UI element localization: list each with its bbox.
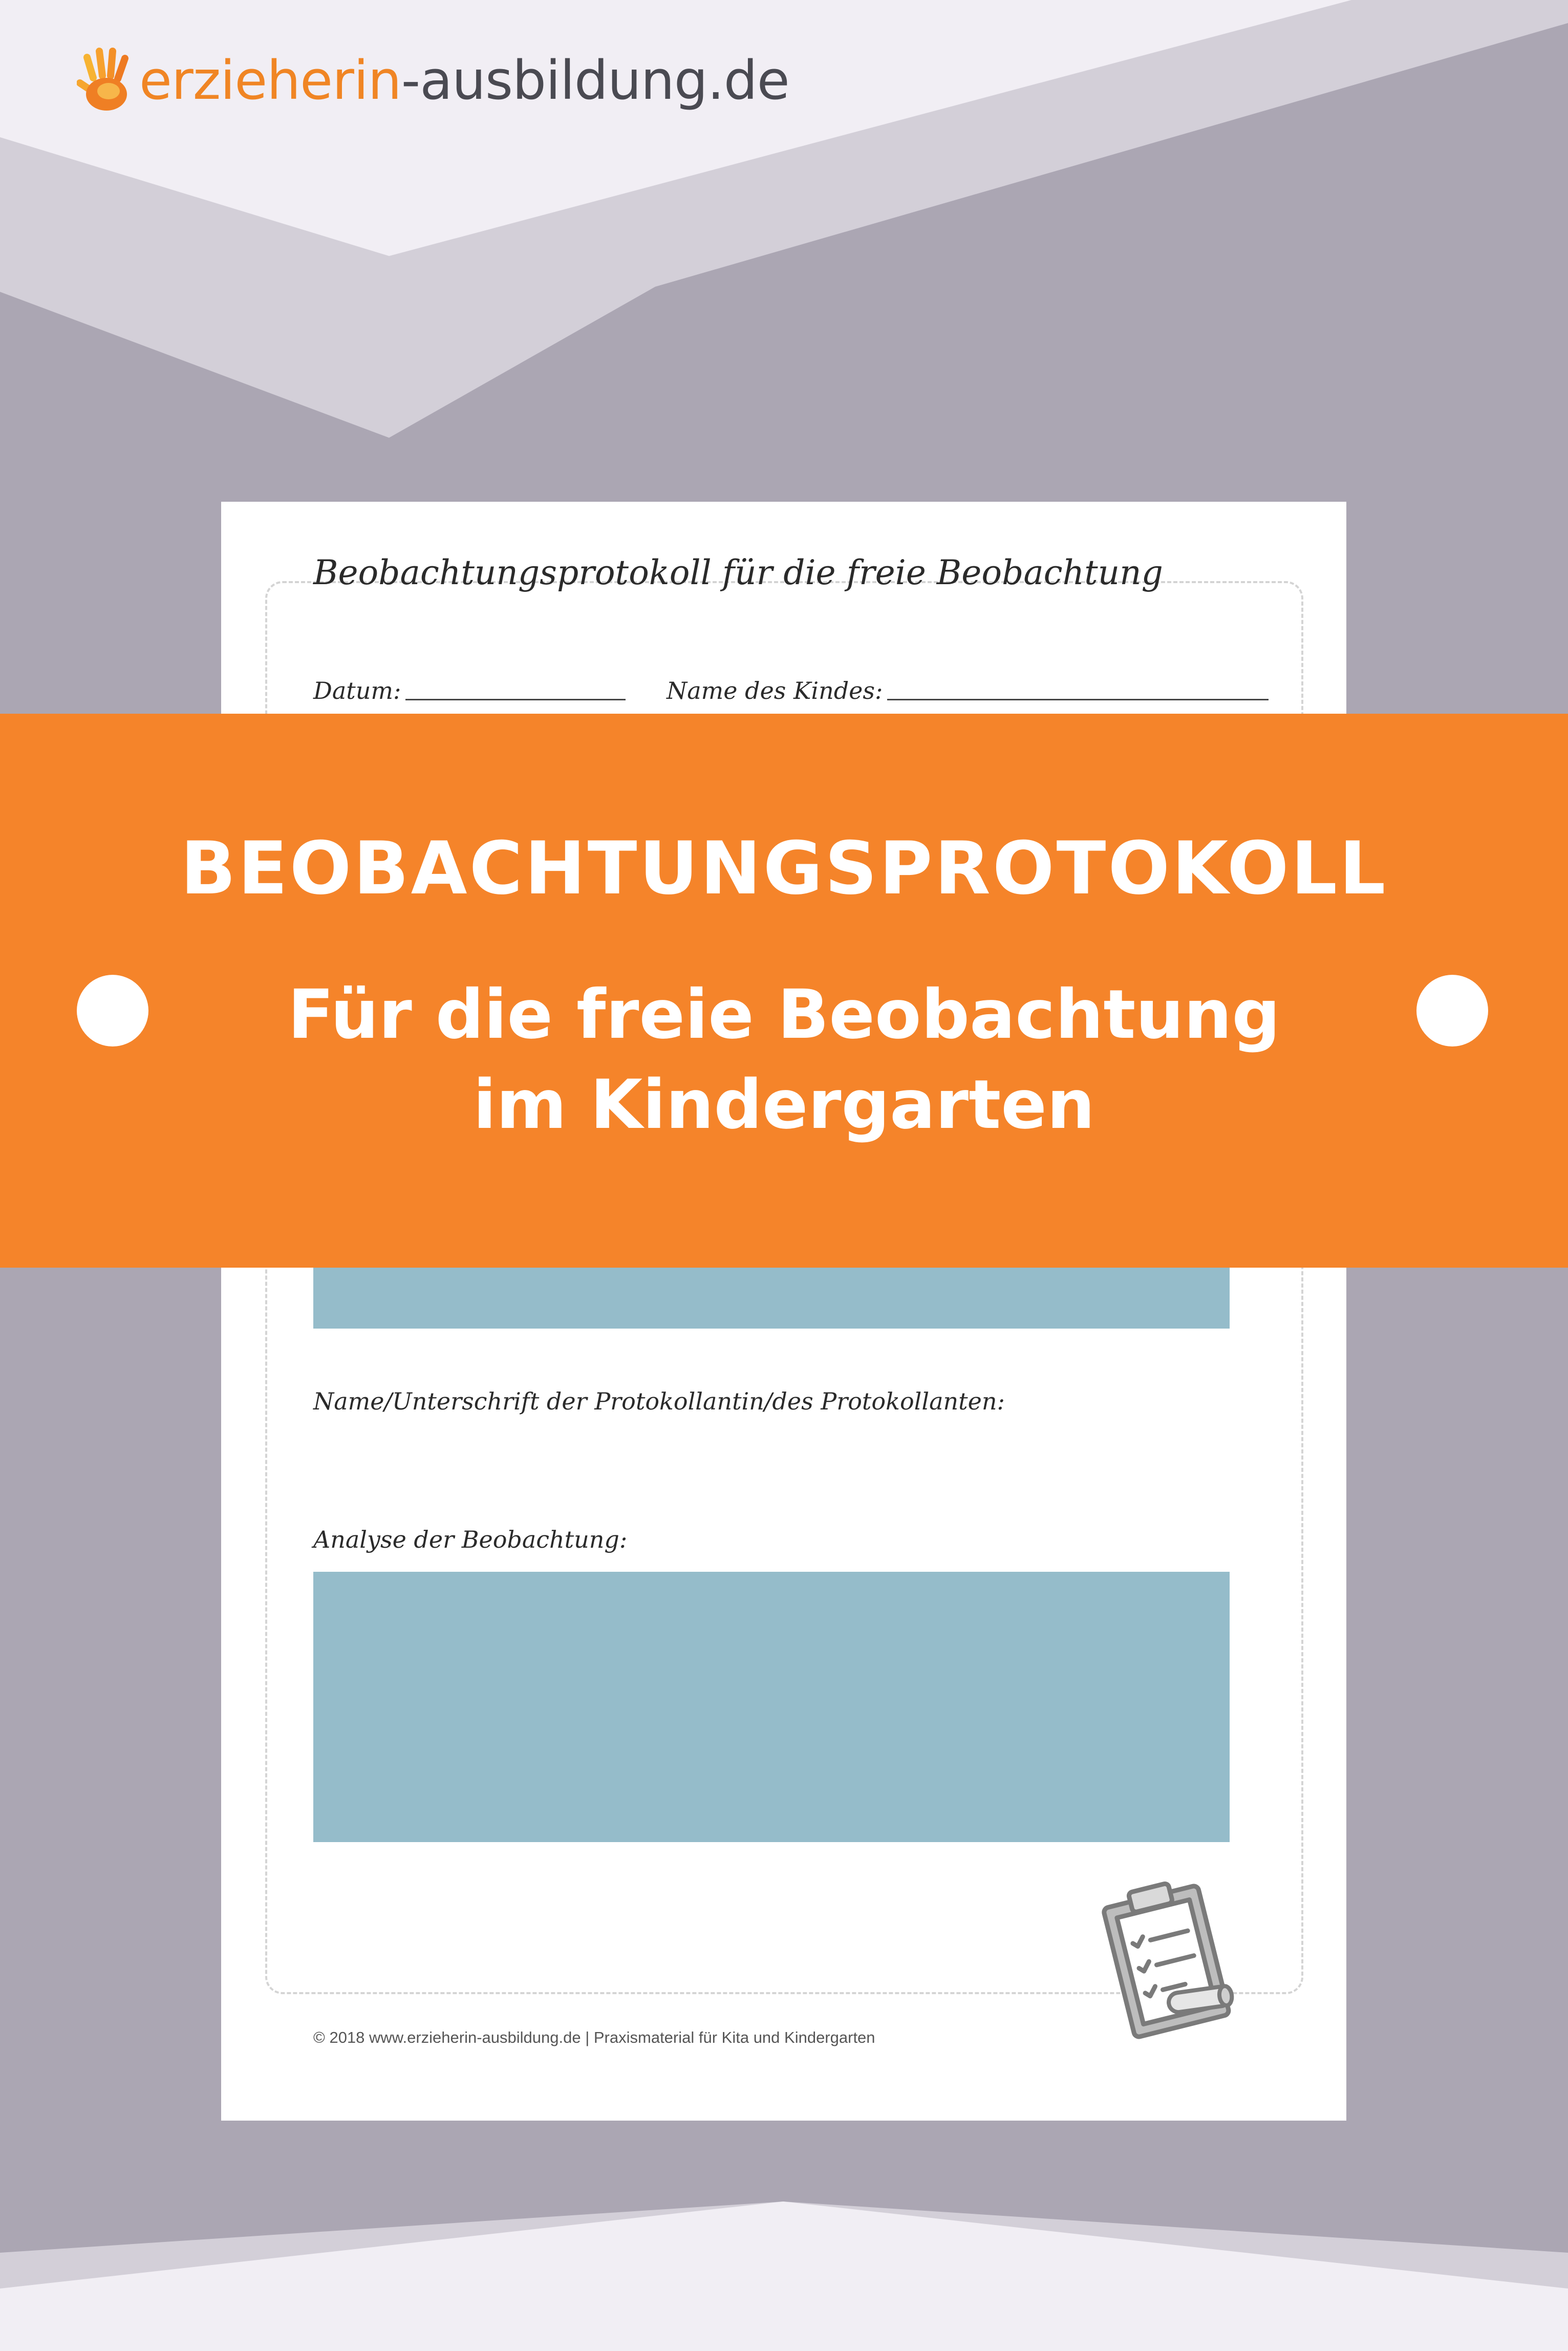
worksheet-title: Beobachtungsprotokoll für die freie Beobachtung <box>313 553 1163 592</box>
field-datum-line <box>405 698 626 700</box>
clipboard-icon <box>1091 1874 1245 2043</box>
analysis-box <box>313 1572 1230 1842</box>
hand-icon <box>77 47 138 114</box>
analysis-label: Analyse der Beobachtung: <box>313 1526 628 1553</box>
field-name-kind <box>667 677 1269 704</box>
field-datum-label: Datum: <box>313 677 401 704</box>
field-name-kind-line <box>887 698 1269 700</box>
banner-subtitle-line2: im Kindergarten <box>473 1065 1095 1144</box>
worksheet-footer: © 2018 www.erzieherin-ausbildung.de | Praxismaterial für Kita und Kindergarten <box>313 2028 875 2046</box>
logo-text-accent: erzieherin <box>139 49 401 112</box>
field-name-kind-label: Name des Kindes: <box>667 677 883 704</box>
signature-label: Name/Unterschrift der Protokollantin/des Protokollanten: <box>313 1387 1005 1415</box>
banner-title: BEOBACHTUNGSPROTOKOLL <box>180 826 1388 911</box>
banner-subtitle <box>0 970 1568 1150</box>
field-datum <box>313 677 626 704</box>
title-banner <box>0 714 1568 1268</box>
logo-text-domain: -ausbildung.de <box>401 49 789 112</box>
banner-subtitle-line1: Für die freie Beobachtung <box>288 975 1280 1054</box>
site-logo[interactable] <box>77 42 789 119</box>
